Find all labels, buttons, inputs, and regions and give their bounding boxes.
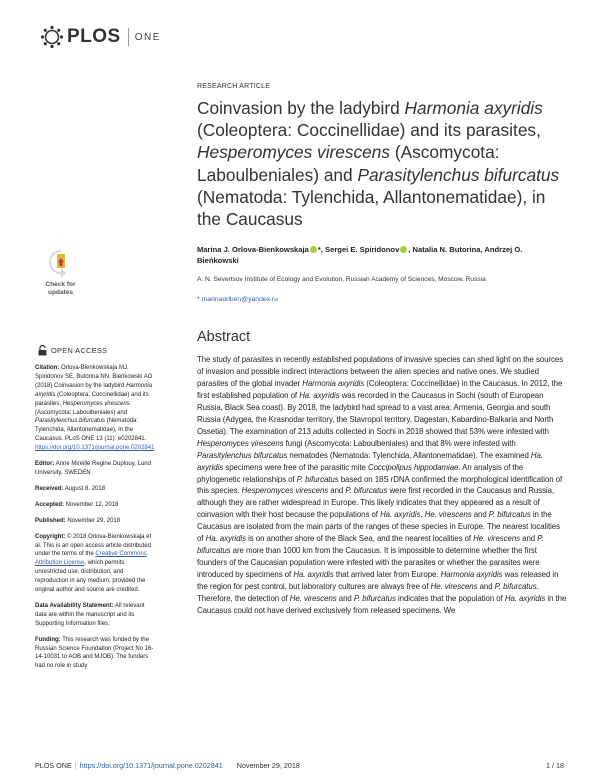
orcid-icon[interactable] (310, 246, 317, 253)
check-updates-icon (48, 249, 74, 279)
abstract-body: The study of parasites in recently established populations of invasive species can shed light on the sources of invasion and possible indirect interactions between the alien species and native ones. We studied parasites of the global invader Harmonia axyridis (Coleoptera: Coccinellidae) in the Caucasus. In 2012, the first established population of Ha. axyridis was recorded in the Caucasus in Sochi (south of European Russia, Black Sea coast). By 2018, the ladybird had spread to a vast area: Armenia, Georgia and south Russia (Adygea, the Krasnodar territory, the Stavropol territory, Dagestan, Kabardino-Balkaria and North Ossetia). The examination of 213 adults collected in Sochi in 2018 showed that 53% were infested with Hesperomyces virescens fungi (Ascomycota: Laboulbeniales) and that 8% were infested with Parasitylenchus bifurcatus nematodes (Nematoda: Tylenchida, Allantonematidae). The examined Ha. axyridis specimens were free of the parasitic mite Coccipolipus hippodamiae. An analysis of the phylogenetic relationships of P. bifurcatus based on 18S rDNA confirmed the morphological identification of this species. Hesperomyces virescens and P. bifurcatus were first recorded in the Caucasus and Russia, although they are rather widespread in Europe. This likely indicates that they appeared as a result of coinvasion with their host because the populations of Ha. axyridis, He. virescens and P. bifurcatus in the Caucasus are isolated from the main parts of the ranges of these species in Europe. The nearest localities of Ha. axyridis is on another shore of the Black Sea, and the nearest localities of He. virescens and P. bifurcatus are more than 1000 km from the Caucasus. It is impossible to determine whether the first founders of the Caucasian population were infested with the parasites or whether the parasites were introduced by specimens of Ha. axyridis that arrived later from Europe. Harmonia axyridis was released in the region for pest control, but laboratory cultures are always free of He. virescens and P. bifurcatus. Therefore, the detection of He. virescens and P. bifurcatus indicates that the population of Ha. axyridis in the Caucasus could not have derived exclusively from released specimens. We (197, 355, 567, 616)
check-for-updates-badge[interactable] (40, 249, 81, 303)
funding: Funding: This research was funded by the Russian Science Foundation (Project No 16-14-10031 to AOB and MJOB). The funders had no role in study (35, 636, 154, 670)
citation: Citation: Orlova-Bienkowskaja MJ, Spiridonov SE, Butorina NN, Bieńkowski AO (2018) Coinvasion by the ladybird Harmonia axyridis (Coleoptera: Coccinellidae) and its parasites, Hesperomyces virescens (Ascomycota: Laboulbeniales) and Parasitylenchus bifurcatus (Nematoda: Tylenchida, Allantonematidae), in the Caucasus. PLoS ONE 13 (11): e0202841. https://doi.org/10.1371/journal.pone.0202841 (35, 365, 155, 452)
logo-brand: PLOS (67, 26, 121, 47)
open-access-label: OPEN ACCESS (38, 345, 107, 356)
footer-date: November 29, 2018 (236, 761, 300, 770)
license-link[interactable]: Creative Commons Attribution License (35, 551, 147, 567)
author-name[interactable]: Sergei E. Spiridonov (325, 245, 400, 254)
citation-doi-link[interactable]: https://doi.org/10.1371/journal.pone.0202841 (35, 445, 155, 452)
check-updates-label: Check for updates (45, 281, 76, 296)
logo-divider (128, 28, 129, 46)
accepted-date: Accepted: November 12, 2018 (35, 501, 119, 508)
author-name[interactable]: Marina J. Orlova-Bienkowskaja (197, 245, 309, 254)
page-footer: PLOS ONE | https://doi.org/10.1371/journal.pone.0202841 November 29, 2018 (35, 761, 300, 770)
plos-one-logo (40, 26, 161, 48)
received-date: Received: August 8, 2018 (35, 485, 106, 492)
article-type: RESEARCH ARTICLE (197, 83, 271, 90)
data-availability: Data Availability Statement: All relevant data are within the manuscript and its Supporting Information files. (35, 602, 145, 627)
abstract-heading: Abstract (197, 329, 251, 345)
article-title: Coinvasion by the ladybird Harmonia axyridis (Coleoptera: Coccinellidae) and its parasites, Hesperomyces virescens (Ascomycota: Laboulbeniales) and Parasitylenchus bifurcatus (Nematoda: Tylenchida, Allantonematidae), in the Caucasus (197, 98, 560, 230)
email-link[interactable]: marinaorlben@yandex.ru (201, 296, 278, 303)
footer-doi-link[interactable]: https://doi.org/10.1371/journal.pone.0202841 (79, 761, 223, 770)
published-date: Published: November 29, 2018 (35, 517, 121, 524)
author-name[interactable]: Natalia N. Butorina, Andrzej O. Bieńkowski (197, 245, 523, 265)
page-number: 1 / 18 (546, 761, 564, 770)
open-access-lock-icon (38, 345, 47, 356)
editor: Editor: Anne Mireille Regine Duplouy, Lund University, SWEDEN (35, 461, 151, 476)
orcid-icon[interactable] (400, 246, 407, 253)
author-list: Marina J. Orlova-Bienkowskaja *, Sergei E. Spiridonov , Natalia N. Butorina, Andrzej O. Bieńkowski (197, 245, 523, 265)
plos-logo-icon (40, 25, 64, 49)
article-info-sidebar (35, 364, 155, 678)
affiliation: A. N. Severtsov Institute of Ecology and Evolution, Russian Academy of Sciences, Moscow, Russia (197, 276, 486, 283)
logo-journal: ONE (134, 31, 161, 43)
footer-journal: PLOS ONE (35, 761, 72, 770)
copyright: Copyright: © 2018 Orlova-Bienkowskaja et al. This is an open access article distributed under the terms of the Creative Commons Attribution License, which permits unrestricted use, distribution, and reproduction in any medium, provided the original author and source are credited. (35, 533, 152, 594)
correspondence: * marinaorlben@yandex.ru (197, 296, 278, 303)
